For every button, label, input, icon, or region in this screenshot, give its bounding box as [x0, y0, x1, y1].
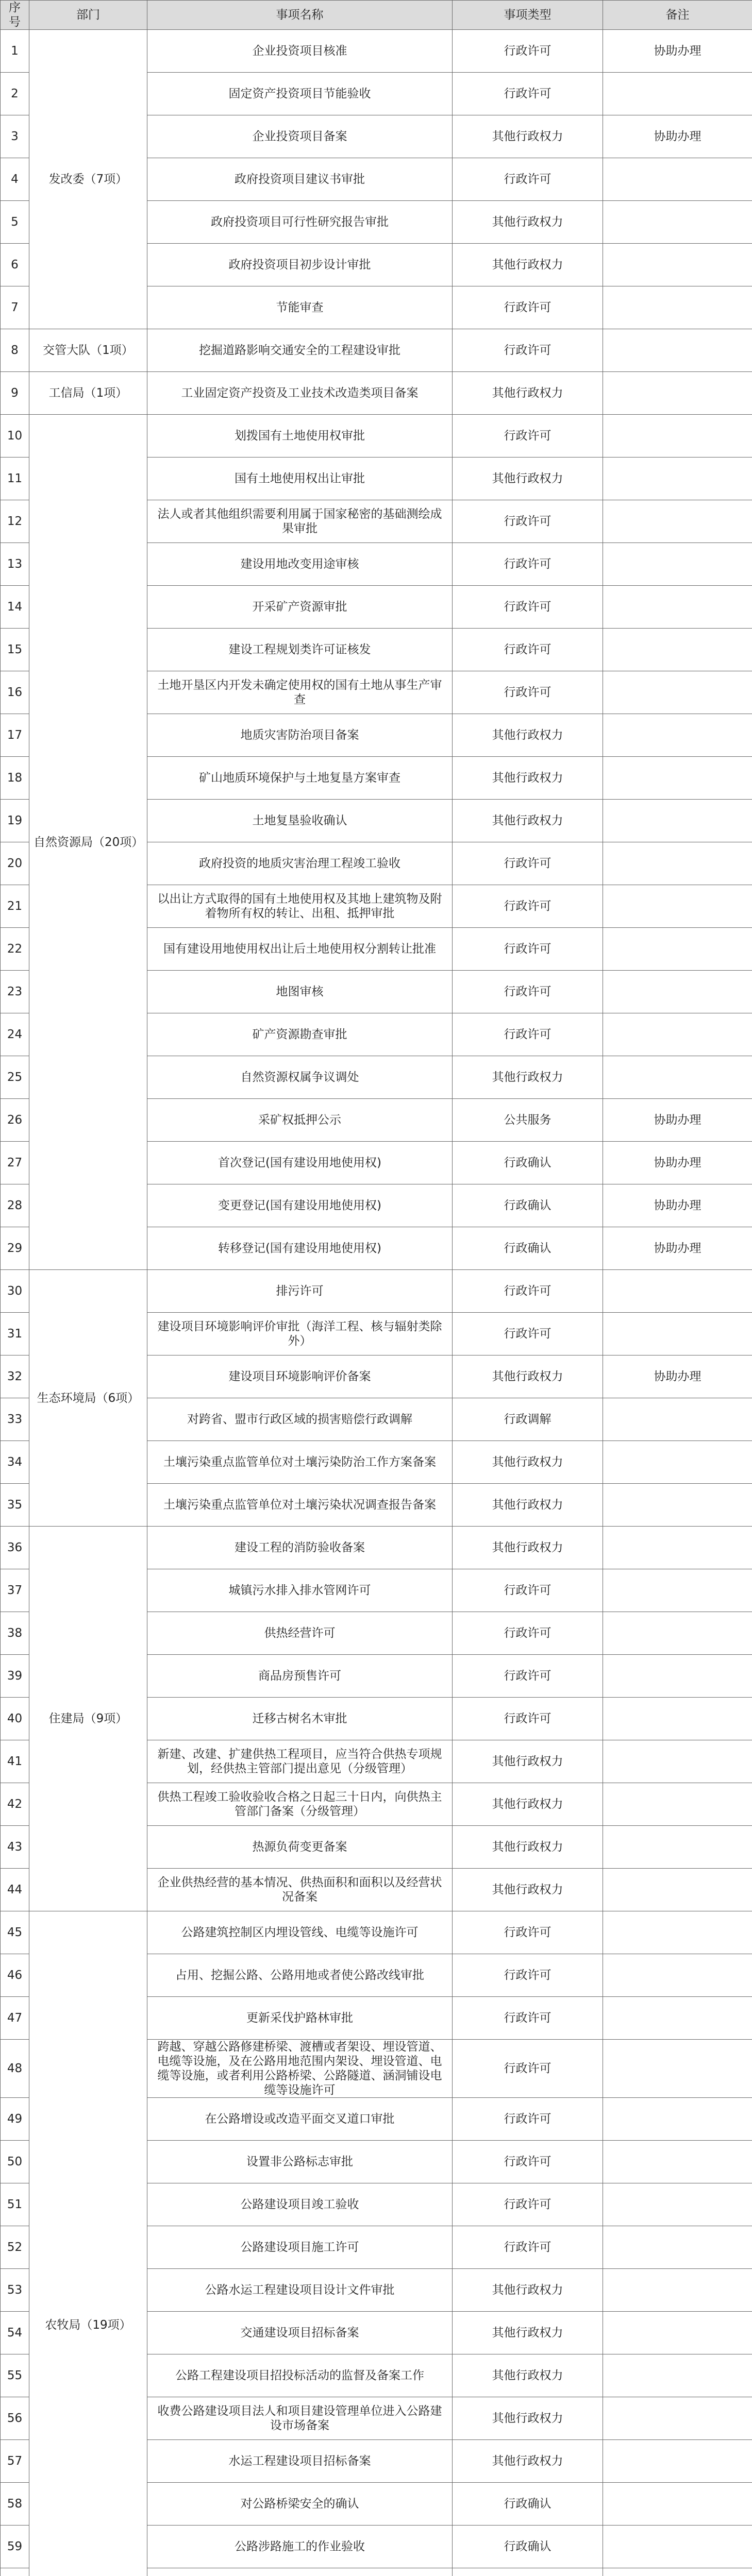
cell-note: [603, 1484, 752, 1527]
cell-item-type: 其他行政权力: [453, 1527, 603, 1569]
cell-note: [603, 2354, 752, 2397]
cell-item-type: 其他行政权力: [453, 115, 603, 158]
cell-item-type: 行政调解: [453, 1398, 603, 1441]
cell-item-type: 其他行政权力: [453, 1441, 603, 1484]
cell-note: [603, 158, 752, 201]
cell-item-name: 地质灾害防治项目备案: [147, 714, 453, 757]
cell-seq: 24: [1, 1013, 29, 1056]
cell-item-type: 行政确认: [453, 1142, 603, 1184]
cell-item-type: 其他行政权力: [453, 1355, 603, 1398]
cell-item-name: 对公路桥梁安全的确认: [147, 2483, 453, 2526]
cell-item-type: 行政许可: [453, 971, 603, 1013]
cell-item-name: 占用、挖掘公路、公路用地或者使公路改线审批: [147, 1954, 453, 1997]
table-header-row: [1, 1, 752, 30]
table-row: [1, 329, 752, 372]
cell-note: [603, 1911, 752, 1954]
cell-item-name: 节能审查: [147, 286, 453, 329]
cell-seq: 2: [1, 73, 29, 115]
cell-seq: 48: [1, 2040, 29, 2098]
cell-item-name: 交通建设项目招标备案: [147, 2312, 453, 2354]
cell-seq: 12: [1, 500, 29, 543]
cell-seq: 10: [1, 415, 29, 457]
cell-dept: 生态环境局（6项）: [29, 1270, 147, 1527]
cell-item-type: 行政许可: [453, 629, 603, 671]
table-row: [1, 415, 752, 457]
cell-note: [603, 457, 752, 500]
cell-item-type: 行政许可: [453, 1612, 603, 1655]
cell-seq: 22: [1, 928, 29, 971]
cell-dept: 农牧局（19项）: [29, 1911, 147, 2576]
cell-note: [603, 2440, 752, 2483]
cell-note: [603, 372, 752, 415]
cell-item-name: 建设工程规划类许可证核发: [147, 629, 453, 671]
cell-seq: 42: [1, 1783, 29, 1826]
cell-note: [603, 543, 752, 586]
cell-note: [603, 2568, 752, 2576]
cell-item-name: 建设用地改变用途审核: [147, 543, 453, 586]
cell-item-name: 划拨国有土地使用权审批: [147, 415, 453, 457]
cell-seq: 5: [1, 201, 29, 244]
cell-item-type: 行政许可: [453, 158, 603, 201]
cell-seq: 16: [1, 671, 29, 714]
cell-note: [603, 2141, 752, 2183]
cell-item-name: 地图审核: [147, 971, 453, 1013]
cell-item-name: 迁移古树名木审批: [147, 1698, 453, 1740]
cell-item-name: 国有建设用地使用权出让后土地使用权分割转让批准: [147, 928, 453, 971]
cell-note: [603, 885, 752, 928]
cell-seq: 33: [1, 1398, 29, 1441]
cell-seq: 47: [1, 1997, 29, 2040]
cell-item-name: 土壤污染重点监管单位对土壤污染防治工作方案备案: [147, 1441, 453, 1484]
cell-seq: 36: [1, 1527, 29, 1569]
cell-note: [603, 1698, 752, 1740]
cell-item-type: 行政许可: [453, 415, 603, 457]
cell-seq: 59: [1, 2526, 29, 2568]
cell-dept: 交管大队（1项）: [29, 329, 147, 372]
cell-item-name: 公路建筑控制区内埋设管线、电缆等设施许可: [147, 1911, 453, 1954]
cell-item-type: 其他行政权力: [453, 1740, 603, 1783]
header-seq: 序号: [1, 1, 29, 30]
cell-item-name: 城镇污水排入排水管网许可: [147, 1569, 453, 1612]
cell-item-name: 土地复垦验收确认: [147, 800, 453, 842]
cell-seq: 46: [1, 1954, 29, 1997]
cell-dept: 自然资源局（20项）: [29, 415, 147, 1270]
cell-item-type: 行政许可: [453, 842, 603, 885]
cell-item-type: 行政许可: [453, 2040, 603, 2098]
cell-seq: 52: [1, 2226, 29, 2269]
cell-item-name: 建设工程的消防验收备案: [147, 1527, 453, 1569]
cell-note: [603, 2397, 752, 2440]
cell-seq: 39: [1, 1655, 29, 1698]
cell-seq: 30: [1, 1270, 29, 1313]
cell-note: [603, 1655, 752, 1698]
cell-note: [603, 1869, 752, 1911]
cell-seq: 41: [1, 1740, 29, 1783]
cell-item-name: 转移登记(国有建设用地使用权): [147, 1227, 453, 1270]
cell-item-type: 其他行政权力: [453, 1484, 603, 1527]
cell-seq: 29: [1, 1227, 29, 1270]
cell-item-type: 行政许可: [453, 671, 603, 714]
cell-seq: 34: [1, 1441, 29, 1484]
cell-item-type: 其他行政权力: [453, 757, 603, 800]
cell-item-name: [147, 2568, 453, 2576]
cell-seq: 32: [1, 1355, 29, 1398]
cell-item-type: 行政许可: [453, 2226, 603, 2269]
cell-item-name: 工业固定资产投资及工业技术改造类项目备案: [147, 372, 453, 415]
cell-item-name: 首次登记(国有建设用地使用权): [147, 1142, 453, 1184]
cell-item-type: 其他行政权力: [453, 457, 603, 500]
cell-item-name: 设置非公路标志审批: [147, 2141, 453, 2183]
header-name: 事项名称: [147, 1, 453, 30]
cell-item-name: 挖掘道路影响交通安全的工程建设审批: [147, 329, 453, 372]
cell-item-type: 行政许可: [453, 1270, 603, 1313]
cell-note: [603, 244, 752, 286]
cell-seq: 51: [1, 2183, 29, 2226]
cell-seq: 38: [1, 1612, 29, 1655]
cell-note: [603, 201, 752, 244]
cell-item-type: 行政许可: [453, 928, 603, 971]
cell-note: [603, 1441, 752, 1484]
cell-item-type: 其他行政权力: [453, 714, 603, 757]
cell-item-type: 其他行政权力: [453, 1783, 603, 1826]
cell-note: 协助办理: [603, 30, 752, 73]
cell-item-type: 行政许可: [453, 329, 603, 372]
cell-seq: 9: [1, 372, 29, 415]
cell-item-type: 行政确认: [453, 2483, 603, 2526]
cell-seq: 20: [1, 842, 29, 885]
cell-note: [603, 714, 752, 757]
cell-item-name: 公路工程建设项目招投标活动的监督及备案工作: [147, 2354, 453, 2397]
cell-note: [603, 500, 752, 543]
cell-item-name: 法人或者其他组织需要利用属于国家秘密的基础测绘成果审批: [147, 500, 453, 543]
cell-seq: [1, 2568, 29, 2576]
cell-note: [603, 800, 752, 842]
cell-note: [603, 286, 752, 329]
cell-note: [603, 757, 752, 800]
cell-item-name: 收费公路建设项目法人和项目建设管理单位进入公路建设市场备案: [147, 2397, 453, 2440]
cell-note: [603, 928, 752, 971]
cell-item-name: 排污许可: [147, 1270, 453, 1313]
cell-note: [603, 73, 752, 115]
cell-seq: 53: [1, 2269, 29, 2312]
cell-seq: 45: [1, 1911, 29, 1954]
cell-item-type: 行政许可: [453, 30, 603, 73]
cell-item-name: 公路水运工程建设项目设计文件审批: [147, 2269, 453, 2312]
cell-item-name: 土地开垦区内开发未确定使用权的国有土地从事生产审查: [147, 671, 453, 714]
cell-item-type: 其他行政权力: [453, 800, 603, 842]
cell-item-type: 行政许可: [453, 2183, 603, 2226]
cell-item-name: 公路建设项目施工许可: [147, 2226, 453, 2269]
cell-note: [603, 1783, 752, 1826]
cell-item-name: 矿山地质环境保护与土地复垦方案审查: [147, 757, 453, 800]
cell-dept: 住建局（9项）: [29, 1527, 147, 1911]
cell-note: 协助办理: [603, 115, 752, 158]
cell-item-type: 其他行政权力: [453, 2440, 603, 2483]
cell-note: [603, 1569, 752, 1612]
cell-item-type: 行政确认: [453, 1184, 603, 1227]
cell-seq: 27: [1, 1142, 29, 1184]
cell-item-name: 跨越、穿越公路修建桥梁、渡槽或者架设、埋设管道、电缆等设施，及在公路用地范围内架设、埋设管道、电缆等设施，或者利用公路桥梁、公路隧道、涵洞铺设电缆等设施许可: [147, 2040, 453, 2098]
cell-item-type: 行政许可: [453, 2141, 603, 2183]
cell-item-type: 其他行政权力: [453, 2354, 603, 2397]
cell-seq: 57: [1, 2440, 29, 2483]
cell-item-type: 其他行政权力: [453, 2397, 603, 2440]
cell-item-type: 行政许可: [453, 1313, 603, 1355]
cell-seq: 49: [1, 2098, 29, 2141]
cell-seq: 14: [1, 586, 29, 629]
cell-seq: 54: [1, 2312, 29, 2354]
cell-note: [603, 971, 752, 1013]
table-row: [1, 30, 752, 73]
cell-item-type: 行政许可: [453, 500, 603, 543]
cell-seq: 17: [1, 714, 29, 757]
cell-note: [603, 842, 752, 885]
cell-item-name: 开采矿产资源审批: [147, 586, 453, 629]
table-row: [1, 1911, 752, 1954]
cell-item-name: 矿产资源勘查审批: [147, 1013, 453, 1056]
cell-item-name: 商品房预售许可: [147, 1655, 453, 1698]
cell-item-type: 行政许可: [453, 73, 603, 115]
cell-item-type: 行政确认: [453, 2526, 603, 2568]
cell-dept: 工信局（1项）: [29, 372, 147, 415]
cell-item-type: 行政许可: [453, 543, 603, 586]
cell-item-type: 行政许可: [453, 286, 603, 329]
cell-note: [603, 2483, 752, 2526]
cell-item-name: 在公路增设或改造平面交叉道口审批: [147, 2098, 453, 2141]
header-type: 事项类型: [453, 1, 603, 30]
cell-note: [603, 1954, 752, 1997]
cell-item-type: 行政许可: [453, 1997, 603, 2040]
cell-item-type: [453, 2568, 603, 2576]
cell-item-name: 采矿权抵押公示: [147, 1099, 453, 1142]
cell-item-name: 供热工程竣工验收验收合格之日起三十日内，向供热主管部门备案（分级管理）: [147, 1783, 453, 1826]
cell-note: 协助办理: [603, 1142, 752, 1184]
cell-item-type: 其他行政权力: [453, 1056, 603, 1099]
cell-seq: 18: [1, 757, 29, 800]
cell-item-type: 其他行政权力: [453, 244, 603, 286]
cell-item-type: 其他行政权力: [453, 1869, 603, 1911]
cell-item-name: 政府投资项目可行性研究报告审批: [147, 201, 453, 244]
header-dept: 部门: [29, 1, 147, 30]
cell-note: [603, 586, 752, 629]
cell-item-type: 行政确认: [453, 1227, 603, 1270]
cell-item-name: 政府投资项目建议书审批: [147, 158, 453, 201]
cell-item-type: 行政许可: [453, 885, 603, 928]
cell-seq: 44: [1, 1869, 29, 1911]
cell-note: [603, 1826, 752, 1869]
cell-seq: 4: [1, 158, 29, 201]
cell-item-type: 行政许可: [453, 1655, 603, 1698]
cell-note: [603, 2269, 752, 2312]
cell-note: [603, 2312, 752, 2354]
cell-seq: 11: [1, 457, 29, 500]
cell-seq: 50: [1, 2141, 29, 2183]
cell-seq: 58: [1, 2483, 29, 2526]
cell-seq: 31: [1, 1313, 29, 1355]
cell-item-name: 公路建设项目竣工验收: [147, 2183, 453, 2226]
cell-seq: 1: [1, 30, 29, 73]
cell-item-name: 水运工程建设项目招标备案: [147, 2440, 453, 2483]
cell-note: [603, 1270, 752, 1313]
cell-seq: 55: [1, 2354, 29, 2397]
cell-item-name: 建设项目环境影响评价审批（海洋工程、核与辐射类除外）: [147, 1313, 453, 1355]
cell-note: [603, 1398, 752, 1441]
cell-note: [603, 1056, 752, 1099]
cell-note: [603, 415, 752, 457]
cell-note: 协助办理: [603, 1227, 752, 1270]
cell-note: [603, 1740, 752, 1783]
cell-item-name: 企业投资项目核准: [147, 30, 453, 73]
cell-item-name: 土壤污染重点监管单位对土壤污染状况调查报告备案: [147, 1484, 453, 1527]
cell-item-name: 变更登记(国有建设用地使用权): [147, 1184, 453, 1227]
cell-seq: 6: [1, 244, 29, 286]
cell-seq: 26: [1, 1099, 29, 1142]
cell-seq: 7: [1, 286, 29, 329]
cell-item-type: 公共服务: [453, 1099, 603, 1142]
cell-item-type: 行政许可: [453, 1569, 603, 1612]
cell-note: [603, 1527, 752, 1569]
header-note: 备注: [603, 1, 752, 30]
cell-seq: 13: [1, 543, 29, 586]
cell-seq: 3: [1, 115, 29, 158]
cell-dept: 发改委（7项）: [29, 30, 147, 329]
cell-item-type: 其他行政权力: [453, 2269, 603, 2312]
cell-note: [603, 2183, 752, 2226]
cell-item-type: 行政许可: [453, 1911, 603, 1954]
cell-item-name: 国有土地使用权出让审批: [147, 457, 453, 500]
cell-note: [603, 629, 752, 671]
cell-item-name: 更新采伐护路林审批: [147, 1997, 453, 2040]
cell-note: [603, 2098, 752, 2141]
cell-seq: 28: [1, 1184, 29, 1227]
cell-item-name: 公路涉路施工的作业验收: [147, 2526, 453, 2568]
cell-item-name: 新建、改建、扩建供热工程项目，应当符合供热专项规划，经供热主管部门提出意见（分级管理）: [147, 1740, 453, 1783]
cell-item-type: 行政许可: [453, 1698, 603, 1740]
cell-item-name: 政府投资项目初步设计审批: [147, 244, 453, 286]
table-row: [1, 1270, 752, 1313]
cell-item-name: 热源负荷变更备案: [147, 1826, 453, 1869]
cell-item-type: 行政许可: [453, 1954, 603, 1997]
cell-item-name: 自然资源权属争议调处: [147, 1056, 453, 1099]
cell-item-type: 其他行政权力: [453, 372, 603, 415]
cell-seq: 25: [1, 1056, 29, 1099]
cell-note: 协助办理: [603, 1099, 752, 1142]
cell-item-name: 建设项目环境影响评价备案: [147, 1355, 453, 1398]
cell-seq: 35: [1, 1484, 29, 1527]
cell-note: [603, 2226, 752, 2269]
cell-note: [603, 2040, 752, 2098]
cell-item-name: 企业投资项目备案: [147, 115, 453, 158]
cell-seq: 43: [1, 1826, 29, 1869]
cell-item-name: 对跨省、盟市行政区域的损害赔偿行政调解: [147, 1398, 453, 1441]
cell-item-name: 政府投资的地质灾害治理工程竣工验收: [147, 842, 453, 885]
cell-note: [603, 671, 752, 714]
cell-item-name: 固定资产投资项目节能验收: [147, 73, 453, 115]
cell-item-name: 以出让方式取得的国有土地使用权及其地上建筑物及附着物所有权的转让、出租、抵押审批: [147, 885, 453, 928]
cell-note: [603, 329, 752, 372]
cell-item-type: 行政许可: [453, 2098, 603, 2141]
cell-item-name: 企业供热经营的基本情况、供热面积和面积以及经营状况备案: [147, 1869, 453, 1911]
cell-item-type: 其他行政权力: [453, 201, 603, 244]
cell-seq: 19: [1, 800, 29, 842]
cell-seq: 15: [1, 629, 29, 671]
cell-note: [603, 1313, 752, 1355]
cell-note: [603, 1612, 752, 1655]
cell-note: [603, 1013, 752, 1056]
cell-note: [603, 1997, 752, 2040]
cell-item-name: 供热经营许可: [147, 1612, 453, 1655]
cell-seq: 23: [1, 971, 29, 1013]
cell-item-type: 行政许可: [453, 1013, 603, 1056]
table-body: [1, 30, 752, 2576]
cell-note: 协助办理: [603, 1355, 752, 1398]
cell-item-type: 行政许可: [453, 586, 603, 629]
cell-seq: 37: [1, 1569, 29, 1612]
cell-seq: 8: [1, 329, 29, 372]
cell-item-type: 其他行政权力: [453, 2312, 603, 2354]
cell-note: [603, 2526, 752, 2568]
cell-item-type: 其他行政权力: [453, 1826, 603, 1869]
cell-note: 协助办理: [603, 1184, 752, 1227]
cell-seq: 40: [1, 1698, 29, 1740]
cell-seq: 21: [1, 885, 29, 928]
table-row: [1, 1527, 752, 1569]
cell-seq: 56: [1, 2397, 29, 2440]
table-row: [1, 372, 752, 415]
